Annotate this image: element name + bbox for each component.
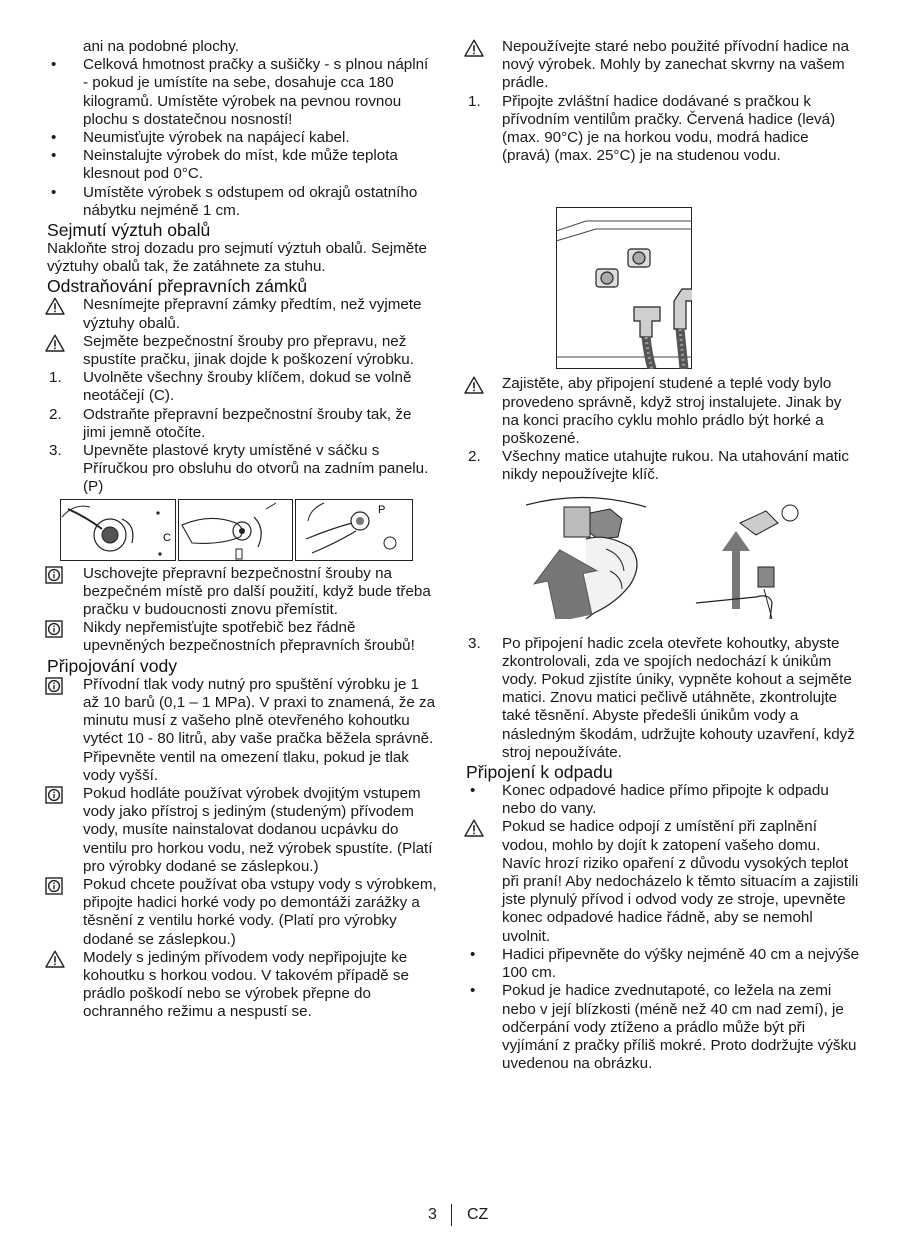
list-item: • Pokud je hadice zvednutapoté, co ležela na zemi nebo v její blízkosti (méně než 40 cm nad zemí), je odčerpání vody ztíženo a prádlo může být při vyjímání z pračky příliš mokré. Proto dodržujte výšku uvedenou na obrázku. xyxy=(470,982,857,1073)
info-item: Pokud hodláte používat výrobek dvojitým vstupem vody jako přístroj s jediným (studeným) přívodem vody, musíte nainstalovat dodanou ucpávku do ventilu pro horkou vodu, než výrobek spustíte. (Platí pro výrobky dodané se záslepkou.) xyxy=(47,785,437,876)
hose-connection-figure xyxy=(556,207,692,369)
warning-icon xyxy=(45,334,65,352)
info-icon xyxy=(45,566,63,584)
step-item: 1. Uvolněte všechny šrouby klíčem, dokud se volně neotáčejí (C). xyxy=(49,369,412,405)
warning-item: Modely s jediným přívodem vody nepřipojujte ke kohoutku s horkou vodou. V takovém případě se prádlo poškodí nebo se výrobek přepne do ochranného režimu a nespustí se. xyxy=(47,949,437,1022)
info-icon xyxy=(45,877,63,895)
heading-transport-locks: Odstraňování přepravních zámků xyxy=(47,276,308,297)
info-icon xyxy=(45,786,63,804)
transport-bolt-figure xyxy=(60,499,413,561)
heading-water-connection: Připojování vody xyxy=(47,655,178,676)
warning-icon xyxy=(45,297,65,315)
list-item: • Celková hmotnost pračky a sušičky - s plnou náplní - pokud je umístíte na sebe, dosahuje cca 180 kilogramů. Umístěte výrobek na pevnou rovnou plochu s dostatečnou nosností! xyxy=(51,56,429,128)
warning-item: Nepoužívejte staré nebo použité přívodní hadice na nový výrobek. Mohly by zanechat skvrny na vašem prádle. xyxy=(466,38,860,93)
step-item: 3. Upevněte plastové kryty umístěné v sáčku s Příručkou pro obsluhu do otvorů na zadním panelu. (P) xyxy=(49,442,429,496)
info-item: Uschovejte přepravní bezpečnostní šrouby na bezpečném místě pro další použití, když bude třeba pračku v budoucnosti znovu přemístit. xyxy=(47,565,437,620)
warning-item: Nesnímejte přepravní zámky předtím, než vyjmete výztuhy obalů. xyxy=(47,296,437,332)
warning-icon xyxy=(464,39,484,57)
warning-icon xyxy=(45,950,65,968)
step-item: 1. Připojte zvláštní hadice dodávané s pračkou k přívodním ventilům pračky. Červená hadice (levá) (max. 90°C) je na horkou vodu, modrá hadice (pravá) (max. 25°C) je na studenou vodu. xyxy=(468,92,836,165)
step-item: 2. Odstraňte přepravní bezpečnostní šrouby tak, že jimi jemně otočíte. xyxy=(49,405,412,441)
warning-icon xyxy=(464,819,484,837)
nut-tightening-figure xyxy=(526,493,822,619)
list-item: • Neumisťujte výrobek na napájecí kabel. xyxy=(51,129,350,147)
list-item: • Umístěte výrobek s odstupem od okrajů ostatního nábytku nejméně 1 cm. xyxy=(51,183,418,219)
step-item: 3. Po připojení hadic zcela otevřete kohoutky, abyste zkontrolovali, zda ve spojích nedochází k únikům vody. Pokud zjistíte úniky, vypněte kohout a sejměte matici. Znovu matici pečlivě utáhněte, zkontrolujte také těsnění. Abyste předešli únikům vody a následným škodám, udržujte kohouty uzavření, když stroj nepoužíváte. xyxy=(468,634,855,761)
left-column xyxy=(47,38,437,1022)
list-item: • Neinstalujte výrobek do míst, kde může teplota klesnout pod 0°C. xyxy=(51,147,398,183)
warning-item: Zajistěte, aby připojení studené a teplé vody bylo provedeno správně, když stroj instalujete. Jinak by na konci pracího cyklu mohlo prádlo být horké a poškozené. xyxy=(466,375,860,448)
list-item: • Hadici připevněte do výšky nejméně 40 cm a nejvýše 100 cm. xyxy=(470,945,860,982)
page-number: 3 xyxy=(428,1206,437,1223)
right-column xyxy=(466,38,860,1073)
heading-drain-connection: Připojení k odpadu xyxy=(466,762,613,783)
info-item: Přívodní tlak vody nutný pro spuštění výrobku je 1 až 10 barů (0,1 – 1 MPa). V praxi to znamená, že za minutu musí z vašeho plně otevřeného kohoutku vytéct 10 - 80 litrů, aby vaše pračka běžela správně. Připevněte ventil na omezení tlaku, pokud je tlak vody vyšší. xyxy=(47,676,437,785)
language-code: CZ xyxy=(467,1206,489,1223)
warning-icon xyxy=(464,376,484,394)
heading-packaging: Sejmutí výztuh obalů xyxy=(47,220,211,241)
info-icon xyxy=(45,620,63,638)
step-item: 2. Všechny matice utahujte rukou. Na utahování matic nikdy nepoužívejte klíč. xyxy=(468,448,849,484)
packaging-text: Nakloňte stroj dozadu pro sejmutí výztuh obalů. Sejměte výztuhy obalů tak, že zatáhnete za stuhu. xyxy=(47,240,427,276)
figure-label-p: P xyxy=(378,503,386,516)
warning-item: Pokud se hadice odpojí z umístění při zaplnění vodou, mohlo by dojít k zatopení vašeho domu. Navíc hrozí riziko opaření z důvodu vysokých teplot při praní! Aby nedocházelo k těmto situacím a zajistili jste plynulý přívod i odvod vody ze stroje, upevněte konec odpadové hadice řádně, aby se nemohl uvolnit. xyxy=(466,818,860,945)
warning-item: Sejměte bezpečnostní šrouby pro přepravu, než spustíte pračku, jinak dojde k poškození výrobku. xyxy=(47,333,437,369)
list-item: ani na podobné plochy. xyxy=(83,38,239,55)
list-item: • Konec odpadové hadice přímo připojte k odpadu nebo do vany. xyxy=(470,782,829,818)
info-icon xyxy=(45,677,63,695)
figure-label-c: C xyxy=(163,531,171,544)
info-item: Nikdy nepřemisťujte spotřebič bez řádně upevněných bezpečnostních přepravních šroubů! xyxy=(47,619,437,655)
info-item: Pokud chcete používat oba vstupy vody s výrobkem, připojte hadici horké vody po demontáži zarážky a těsnění z ventilu horké vody. (Platí pro výrobky dodané se záslepkou.) xyxy=(47,876,437,949)
footer-divider xyxy=(451,1204,452,1226)
